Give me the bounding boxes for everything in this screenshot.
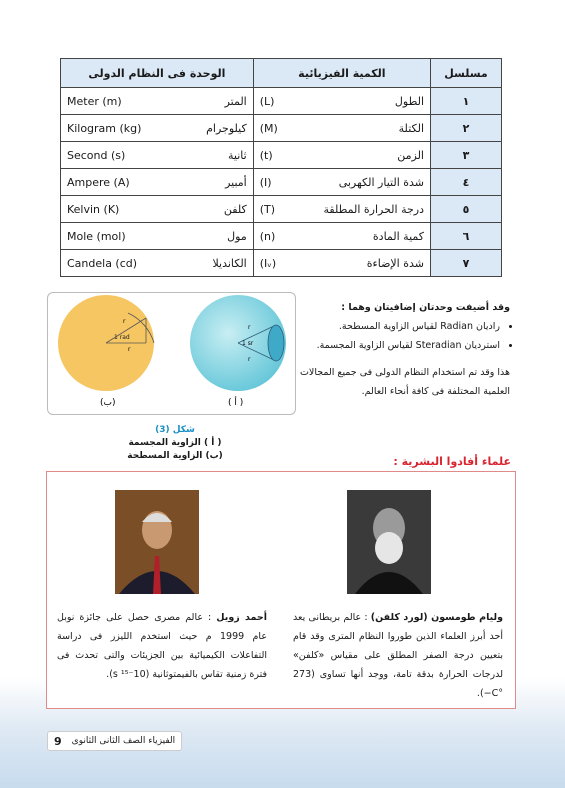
zewail-bio <box>57 608 267 684</box>
quantity-symbol: (t) <box>259 148 273 162</box>
svg-text:r: r <box>123 318 126 325</box>
quantity-name: الكتلة <box>398 121 424 135</box>
unit-english: Mole (mol) <box>67 229 126 243</box>
table-row <box>61 169 502 196</box>
zewail-name: أحمد زويل <box>216 612 267 623</box>
unit-arabic: أمبير <box>225 175 247 189</box>
quantity-symbol: (M) <box>259 121 278 135</box>
zewail-portrait <box>115 490 199 594</box>
unit-cell <box>61 169 254 196</box>
serial-cell: ٥ <box>431 196 502 223</box>
supplementary-units <box>298 298 510 401</box>
rad-label: 1 rad <box>114 334 130 341</box>
header-quantity: الكمية الفيزيائية <box>253 59 430 88</box>
unit-arabic: كيلوجرام <box>206 121 247 135</box>
figure-caption <box>100 424 250 463</box>
angle-diagram <box>48 293 295 414</box>
quantity-name: الزمن <box>397 148 424 162</box>
zewail-text: : عالم مصرى حصل على جائزة نوبل عام 1999 م حيث استخدم الليزر فى دراسة التفاعلات الكيميائية بين الجزيئات والتى تحدث فى فترة زمنية تقاس بالفيمتوثانية (10⁻¹⁵ s). <box>57 612 267 680</box>
kelvin-bio <box>293 608 503 703</box>
scientists-heading: علماء أفادوا البشرية : <box>393 455 511 468</box>
serial-cell: ٦ <box>431 223 502 250</box>
unit-english: Kilogram (kg) <box>67 121 142 135</box>
serial-cell: ٣ <box>431 142 502 169</box>
kelvin-text: : عالم بريطانى يعد أحد أبرز العلماء الذين طوروا النظام المترى وقد قام بتعيين درجة الصفر المطلق على مقياس «كلفن» لدرجات الحرارة بدقة تامة، ووجد أنها تساوى (273 °C−). <box>293 612 503 699</box>
bullet-radian: • راديان Radian لقياس الزاوية المسطحة. <box>298 317 500 336</box>
unit-cell <box>61 250 254 277</box>
unit-english: Meter (m) <box>67 94 122 108</box>
quantity-symbol: (T) <box>259 202 276 216</box>
book-title: الفيزياء الصف الثانى الثانوى <box>71 736 176 746</box>
kelvin-photo <box>347 490 431 594</box>
unit-english: Ampere (A) <box>67 175 130 189</box>
unit-cell <box>61 142 254 169</box>
svg-text:r: r <box>128 346 131 353</box>
quantity-cell <box>253 169 430 196</box>
unit-english: Second (s) <box>67 148 126 162</box>
angle-figure <box>47 292 296 415</box>
sr-label: 1 sr <box>242 340 254 347</box>
unit-arabic: ثانية <box>228 148 247 162</box>
quantity-symbol: (L) <box>259 94 275 108</box>
label-a: ( أ ) <box>228 398 244 408</box>
unit-cell <box>61 115 254 142</box>
unit-english: Candela (cd) <box>67 256 138 270</box>
bullet-steradian: • استرديان Steradian لقياس الزاوية المجسمة. <box>298 336 500 355</box>
unit-arabic: الكانديلا <box>212 256 247 270</box>
unit-arabic: مول <box>227 229 247 243</box>
quantity-cell <box>253 115 430 142</box>
side-paragraph: هذا وقد تم استخدام النظام الدولى فى جميع المجالات العلمية المختلفة فى كافة أنحاء العالم. <box>299 367 510 397</box>
kelvin-portrait <box>347 490 431 594</box>
page-footer <box>47 731 182 751</box>
quantity-name: كمية المادة <box>372 229 424 243</box>
serial-cell: ٧ <box>431 250 502 277</box>
quantity-name: الطول <box>394 94 424 108</box>
table-row <box>61 115 502 142</box>
unit-arabic: كلفن <box>223 202 247 216</box>
table-row <box>61 223 502 250</box>
table-row <box>61 88 502 115</box>
serial-cell: ١ <box>431 88 502 115</box>
kelvin-name: وليام طومسون (لورد كلفن) <box>370 612 503 623</box>
quantity-cell <box>253 88 430 115</box>
svg-text:r: r <box>248 356 251 363</box>
page-number: 9 <box>54 734 62 748</box>
quantity-name: درجة الحرارة المطلقة <box>323 202 424 216</box>
quantity-cell <box>253 196 430 223</box>
unit-arabic: المتر <box>224 94 247 108</box>
header-unit: الوحدة فى النظام الدولى <box>61 59 254 88</box>
serial-cell: ٤ <box>431 169 502 196</box>
scientists-box <box>46 471 516 709</box>
svg-text:r: r <box>248 324 251 331</box>
quantity-symbol: (I) <box>259 175 272 189</box>
table-row <box>61 250 502 277</box>
unit-cell <box>61 223 254 250</box>
quantity-symbol: (n) <box>259 229 276 243</box>
caption-a: ( أ ) الزاوية المجسمة <box>128 438 222 448</box>
unit-cell <box>61 196 254 223</box>
quantity-cell <box>253 142 430 169</box>
label-b: (ب) <box>100 398 116 408</box>
table-header-row <box>61 59 502 88</box>
zewail-photo <box>115 490 199 594</box>
table-row <box>61 196 502 223</box>
quantity-cell <box>253 250 430 277</box>
caption-b: (ب) الزاوية المسطحة <box>127 451 223 461</box>
quantity-name: شدة التيار الكهربى <box>338 175 424 189</box>
unit-cell <box>61 88 254 115</box>
side-heading: وقد أضيفت وحدتان إضافيتان وهما : <box>341 302 510 313</box>
quantity-cell <box>253 223 430 250</box>
unit-english: Kelvin (K) <box>67 202 120 216</box>
header-serial: مسلسل <box>431 59 502 88</box>
caption-title: شكل (3) <box>155 425 195 435</box>
quantity-symbol: (Iᵥ) <box>259 256 277 270</box>
serial-cell: ٢ <box>431 115 502 142</box>
table-row <box>61 142 502 169</box>
si-units-table <box>60 58 502 277</box>
quantity-name: شدة الإضاءة <box>366 256 424 270</box>
